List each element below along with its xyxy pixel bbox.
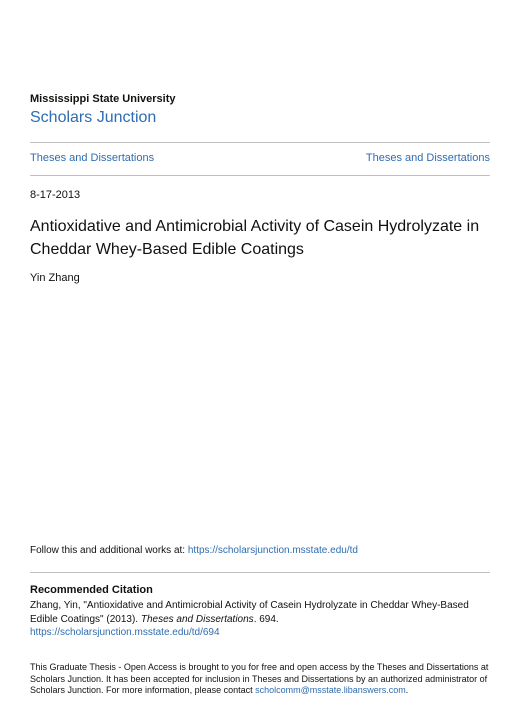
follow-line [30,545,358,556]
citation-journal: Theses and Dissertations [140,613,254,625]
collection-link-left[interactable]: Theses and Dissertations [30,152,155,164]
citation-block [30,599,492,640]
contact-email-link[interactable]: scholcomm@msstate.libanswers.com [255,685,406,695]
paper-title: Antioxidative and Antimicrobial Activity of Casein Hydrolyzate in Cheddar Whey-Based Edible Coatings [30,218,480,258]
access-notice-end: . [405,685,409,695]
university-name: Mississippi State University [30,93,176,105]
recommended-citation-heading: Recommended Citation [30,584,153,596]
publication-date: 8-17-2013 [30,189,81,201]
author-name: Yin Zhang [30,272,80,284]
follow-text: Follow this and additional works at: [30,545,188,556]
divider [30,572,490,573]
repository-link[interactable]: Scholars Junction [30,109,157,126]
collection-link-right[interactable]: Theses and Dissertations [365,152,490,164]
follow-url-link[interactable]: https://scholarsjunction.msstate.edu/td [187,545,358,556]
divider [30,175,490,176]
citation-text: Zhang, Yin, "Antioxidative and Antimicrobial Activity of Casein Hydrolyzate in Cheddar Whey-Based Edible Coatings" (2013). [30,600,469,625]
access-notice [30,662,492,697]
citation-url-link[interactable]: https://scholarsjunction.msstate.edu/td/694 [30,627,220,638]
citation-number: . 694. [253,613,279,625]
access-notice-text: This Graduate Thesis - Open Access is brought to you for free and open access by the Theses and Dissertations at Scholars Junction. It has been accepted for inclusion in Theses and Dissertations by an authorized administrator of Scholars Junction. For more information, please contact [30,662,489,695]
divider [30,142,490,143]
